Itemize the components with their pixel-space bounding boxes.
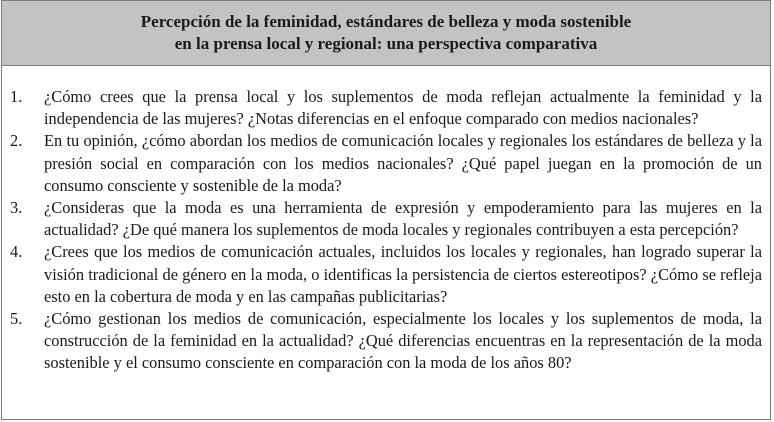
question-text: ¿Cómo crees que la prensa local y los suplementos de moda reflejan actualmente la feminidad y la independencia de las mujeres? ¿Notas diferencias en el enfoque comparado con medios nacionales? bbox=[44, 87, 762, 129]
question-number: 2. bbox=[10, 131, 23, 151]
question-item bbox=[2, 86, 770, 130]
questionnaire-box bbox=[1, 0, 771, 420]
question-number: 4. bbox=[10, 242, 23, 262]
question-number: 5. bbox=[10, 309, 23, 329]
title-line-1: Percepción de la feminidad, estándares de belleza y moda sostenible bbox=[140, 12, 632, 31]
question-text: En tu opinión, ¿cómo abordan los medios de comunicación locales y regionales los estándares de belleza y la presión social en comparación con los medios nacionales? ¿Qué papel juegan en la promoción de un consumo consciente y sostenible de la moda? bbox=[44, 131, 762, 195]
question-item bbox=[2, 197, 770, 241]
question-text: ¿Crees que los medios de comunicación actuales, incluidos los locales y regionales, han logrado superar la visión tradicional de género en la moda, o identificas la persistencia de ciertos estereotipos? ¿Cómo se refleja esto en la cobertura de moda y en las campañas publicitarias? bbox=[44, 242, 762, 306]
question-item bbox=[2, 308, 770, 375]
question-text: ¿Consideras que la moda es una herramienta de expresión y empoderamiento para las mujeres en la actualidad? ¿De qué manera los suplementos de moda locales y regionales contribuyen a esta percepción? bbox=[44, 198, 762, 240]
question-number: 1. bbox=[10, 87, 23, 106]
question-item bbox=[2, 130, 770, 197]
table-header bbox=[2, 1, 770, 66]
question-number: 3. bbox=[10, 198, 23, 218]
title-line-2: en la prensa local y regional: una perspectiva comparativa bbox=[174, 34, 598, 53]
question-list bbox=[2, 66, 770, 375]
question-text: ¿Cómo gestionan los medios de comunicación, especialmente los locales y los suplementos de moda, la construcción de la feminidad en la actualidad? ¿Qué diferencias encuentras en la representación de la moda sostenible y el consumo consciente en comparación con la moda de los años 80? bbox=[44, 309, 762, 373]
question-item bbox=[2, 241, 770, 308]
